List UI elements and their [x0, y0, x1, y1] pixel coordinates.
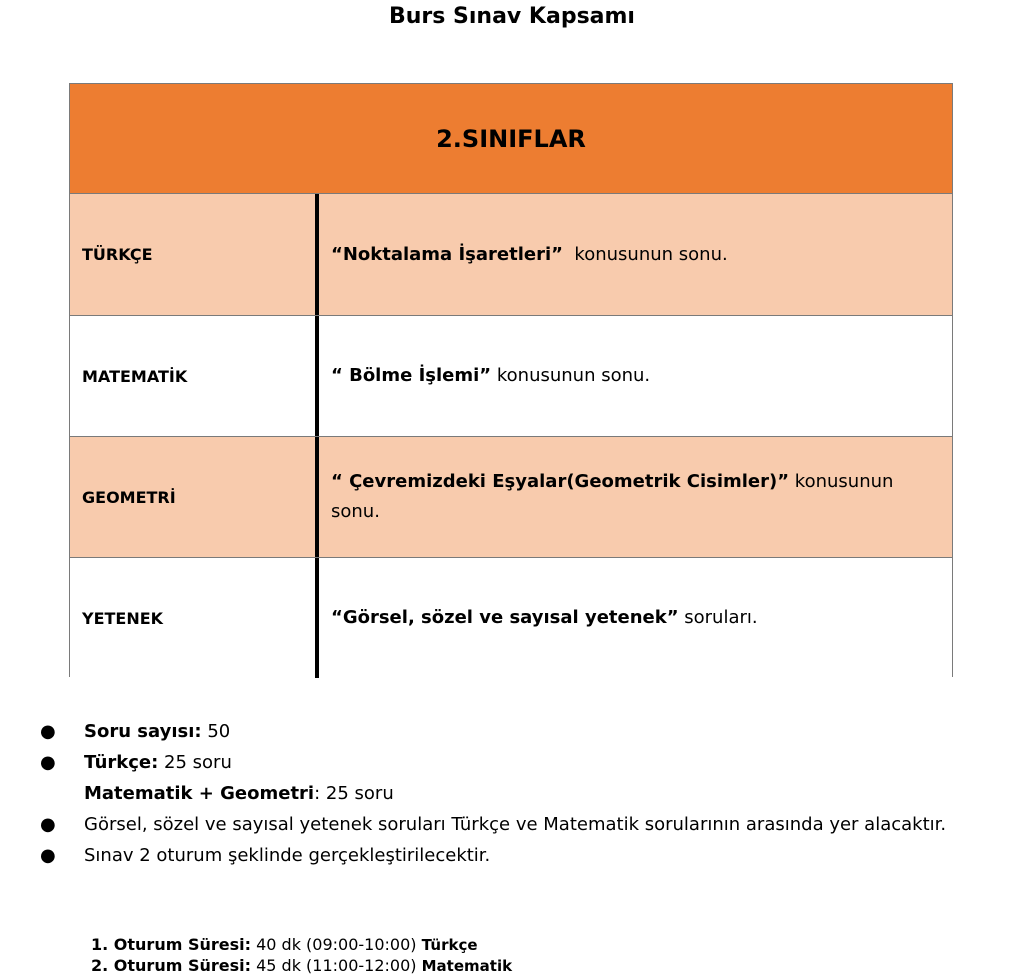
scope-cell [319, 437, 952, 557]
turkish-value: 25 soru [158, 752, 232, 773]
turkish-label: Türkçe: [84, 752, 159, 773]
session-note: Sınav 2 oturum şeklinde gerçekleştirilecektir. [84, 845, 491, 866]
bullet-icon: ● [40, 721, 56, 742]
session-subject: Türkçe [421, 936, 478, 954]
table-row [70, 315, 952, 436]
scope-bold: “Görsel, sözel ve sayısal yetenek” [331, 607, 679, 628]
bullet-icon: ● [40, 752, 56, 773]
subject-cell: TÜRKÇE [70, 194, 319, 315]
table-row [70, 194, 952, 315]
subject-cell: YETENEK [70, 558, 319, 678]
scope-rest: konusunun sonu. [491, 365, 651, 386]
list-item [40, 840, 1000, 871]
math-geometry-label: Matematik + Geometri [84, 783, 315, 804]
bullet-icon: ● [40, 814, 56, 835]
info-list [40, 716, 1000, 871]
question-count-value: 50 [201, 721, 231, 742]
scope-bold: “Noktalama İşaretleri” [331, 243, 563, 265]
list-subitem [40, 778, 1000, 809]
scope-rest: konusunun sonu. [562, 243, 728, 265]
scope-cell [319, 316, 952, 436]
session-line [91, 956, 512, 976]
session-time: 45 dk (11:00-12:00) [251, 956, 417, 975]
table-header: 2.SINIFLAR [70, 84, 952, 194]
session-label: 1. Oturum Süresi: [91, 935, 252, 954]
table-row [70, 557, 952, 678]
session-subject: Matematik [421, 957, 513, 975]
ability-note: Görsel, sözel ve sayısal yetenek soruları Türkçe ve Matematik sorularının arasında yer alacaktır. [84, 814, 947, 835]
scope-bold: “ Bölme İşlemi” [331, 365, 492, 386]
session-time: 40 dk (09:00-10:00) [251, 935, 417, 954]
scope-cell [319, 558, 952, 678]
bullet-icon: ● [40, 845, 56, 866]
list-item [40, 716, 1000, 747]
subject-cell: GEOMETRİ [70, 437, 319, 557]
session-label: 2. Oturum Süresi: [91, 956, 252, 975]
page-title: Burs Sınav Kapsamı [389, 4, 635, 29]
scope-rest: konusunun sonu. [331, 471, 894, 522]
math-geometry-value: : 25 soru [314, 783, 394, 804]
exam-scope-table [69, 83, 953, 677]
list-item [40, 747, 1000, 778]
subject-cell: MATEMATİK [70, 316, 319, 436]
list-item [40, 809, 1000, 840]
question-count-label: Soru sayısı: [84, 721, 202, 742]
scope-bold: “ Çevremizdeki Eşyalar(Geometrik Cisimler)” [331, 471, 790, 492]
scope-cell [319, 194, 952, 315]
table-row [70, 436, 952, 557]
session-line [91, 935, 478, 955]
scope-rest: soruları. [678, 607, 758, 628]
